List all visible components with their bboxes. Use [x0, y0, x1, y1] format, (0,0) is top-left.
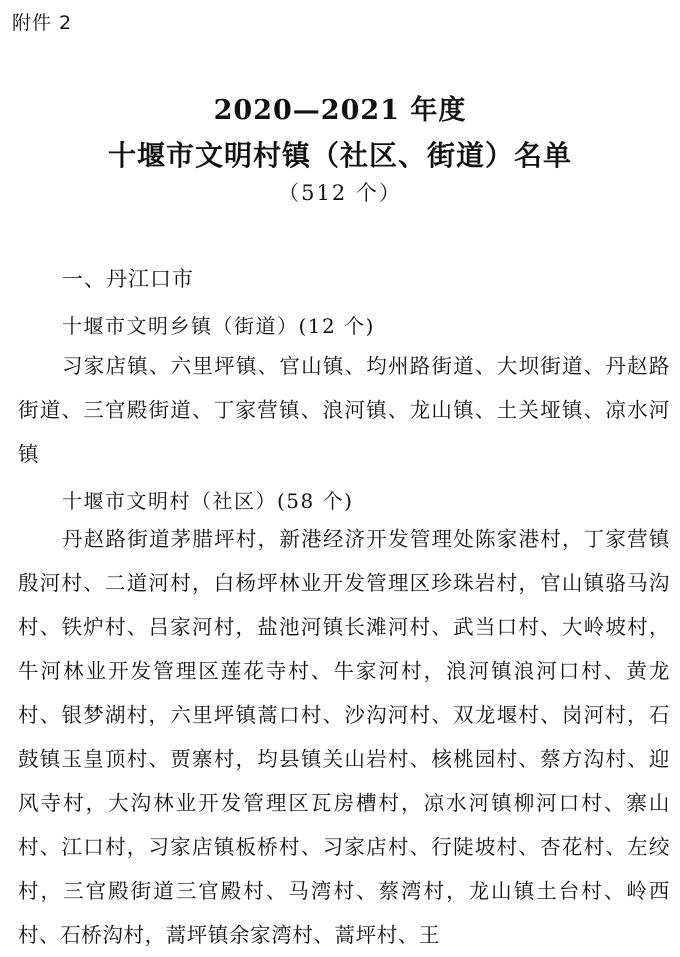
villages-list: 丹赵路街道茅腊坪村，新港经济开发管理处陈家港村，丁家营镇殷河村、二道河村，白杨坪林业开发管理区珍珠岩村，官山镇骆马沟村、铁炉村、吕家河村，盐池河镇长滩河村、武当口村、大岭坡村，牛河林业开发管理区莲花寺村、牛家河村，浪河镇浪河口村、黄龙村、银梦湖村，六里坪镇蒿口村、沙沟河村、双龙堰村、岗河村，石鼓镇玉皇顶村、贾寨村，均县镇关山岩村、核桃园村、蔡方沟村、迎风寺村，大沟林业开发管理区瓦房槽村，凉水河镇柳河口村、寨山村、江口村，习家店镇板桥村、习家店村、行陡坡村、杏花村、左绞村，三官殿街道三官殿村、马湾村、蔡湾村，龙山镇土台村、岭西村、石桥沟村，蒿坪镇余家湾村、蒿坪村、王	[18, 527, 670, 947]
title-line-2: 十堰市文明村镇（社区、街道）名单	[107, 139, 572, 172]
towns-heading: 十堰市文明乡镇（街道）(12 个)	[62, 314, 375, 338]
towns-list: 习家店镇、六里坪镇、官山镇、均州路街道、大坝街道、丹赵路街道、三官殿街道、丁家营镇、浪河镇、龙山镇、土关垭镇、凉水河镇	[18, 354, 670, 466]
section-heading: 一、丹江口市	[62, 267, 194, 291]
total-count: （512 个）	[278, 181, 402, 205]
attachment-label: 附件 2	[12, 12, 73, 34]
title-line-1: 2020—2021 年度	[213, 95, 467, 126]
villages-heading: 十堰市文明村（社区）(58 个)	[62, 489, 354, 513]
